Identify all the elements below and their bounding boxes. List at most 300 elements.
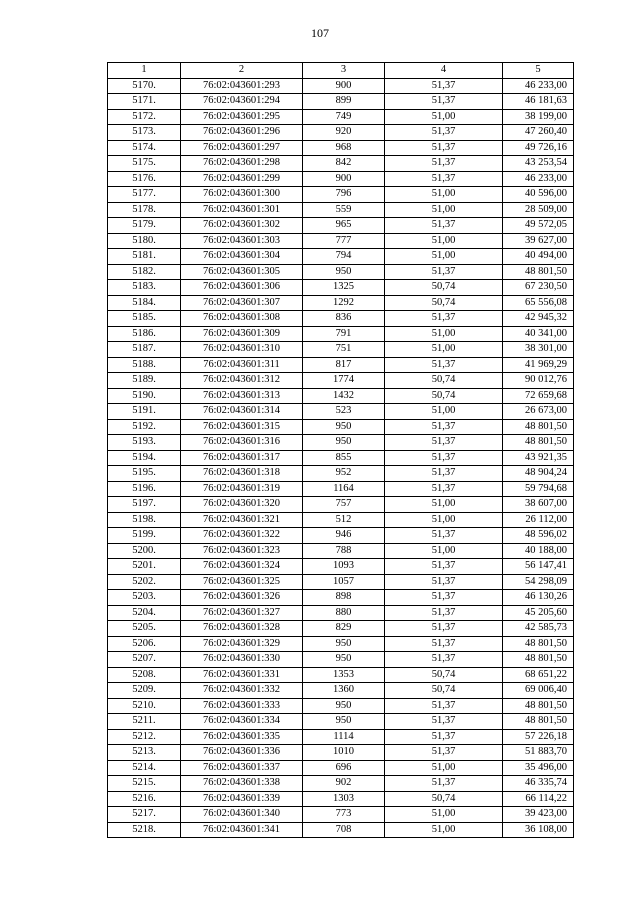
rate-cell: 51,37 xyxy=(385,156,503,172)
table-row xyxy=(108,419,574,435)
amount-cell: 38 301,00 xyxy=(503,342,574,358)
table-row xyxy=(108,714,574,730)
amount-cell: 48 801,50 xyxy=(503,636,574,652)
rate-cell: 51,37 xyxy=(385,776,503,792)
rate-cell: 51,37 xyxy=(385,621,503,637)
amount-cell: 90 012,76 xyxy=(503,373,574,389)
table-row xyxy=(108,404,574,420)
area-cell: 950 xyxy=(303,714,385,730)
cadastral-number-cell: 76:02:043601:338 xyxy=(181,776,303,792)
area-cell: 696 xyxy=(303,760,385,776)
area-cell: 968 xyxy=(303,140,385,156)
cadastral-number-cell: 76:02:043601:306 xyxy=(181,280,303,296)
cadastral-number-cell: 76:02:043601:323 xyxy=(181,543,303,559)
amount-cell: 28 509,00 xyxy=(503,202,574,218)
table-row xyxy=(108,559,574,575)
cadastral-number-cell: 76:02:043601:331 xyxy=(181,667,303,683)
table-row xyxy=(108,171,574,187)
area-cell: 829 xyxy=(303,621,385,637)
amount-cell: 38 199,00 xyxy=(503,109,574,125)
area-cell: 1164 xyxy=(303,481,385,497)
row-number-cell: 5173. xyxy=(108,125,181,141)
amount-cell: 39 627,00 xyxy=(503,233,574,249)
rate-cell: 51,37 xyxy=(385,94,503,110)
rate-cell: 51,00 xyxy=(385,543,503,559)
area-cell: 946 xyxy=(303,528,385,544)
cadastral-number-cell: 76:02:043601:321 xyxy=(181,512,303,528)
rate-cell: 51,37 xyxy=(385,450,503,466)
row-number-cell: 5208. xyxy=(108,667,181,683)
amount-cell: 36 108,00 xyxy=(503,822,574,838)
table-row xyxy=(108,497,574,513)
table-row xyxy=(108,373,574,389)
amount-cell: 48 904,24 xyxy=(503,466,574,482)
cadastral-number-cell: 76:02:043601:337 xyxy=(181,760,303,776)
rate-cell: 51,00 xyxy=(385,342,503,358)
area-cell: 757 xyxy=(303,497,385,513)
amount-cell: 57 226,18 xyxy=(503,729,574,745)
row-number-cell: 5210. xyxy=(108,698,181,714)
table-row xyxy=(108,590,574,606)
rate-cell: 51,37 xyxy=(385,528,503,544)
area-cell: 950 xyxy=(303,264,385,280)
cadastral-number-cell: 76:02:043601:322 xyxy=(181,528,303,544)
rate-cell: 51,00 xyxy=(385,760,503,776)
area-cell: 794 xyxy=(303,249,385,265)
amount-cell: 42 585,73 xyxy=(503,621,574,637)
table-row xyxy=(108,698,574,714)
area-cell: 749 xyxy=(303,109,385,125)
rate-cell: 51,37 xyxy=(385,125,503,141)
rate-cell: 51,37 xyxy=(385,481,503,497)
amount-cell: 48 801,50 xyxy=(503,698,574,714)
cadastral-number-cell: 76:02:043601:311 xyxy=(181,357,303,373)
column-header-3: 3 xyxy=(303,63,385,79)
area-cell: 1325 xyxy=(303,280,385,296)
rate-cell: 51,00 xyxy=(385,202,503,218)
rate-cell: 51,37 xyxy=(385,264,503,280)
table-row xyxy=(108,94,574,110)
amount-cell: 56 147,41 xyxy=(503,559,574,575)
row-number-cell: 5174. xyxy=(108,140,181,156)
table-row xyxy=(108,807,574,823)
rate-cell: 51,37 xyxy=(385,435,503,451)
amount-cell: 40 596,00 xyxy=(503,187,574,203)
cadastral-number-cell: 76:02:043601:298 xyxy=(181,156,303,172)
amount-cell: 26 673,00 xyxy=(503,404,574,420)
rate-cell: 51,37 xyxy=(385,652,503,668)
table-row xyxy=(108,280,574,296)
amount-cell: 68 651,22 xyxy=(503,667,574,683)
area-cell: 1093 xyxy=(303,559,385,575)
table-row xyxy=(108,528,574,544)
area-cell: 836 xyxy=(303,311,385,327)
row-number-cell: 5215. xyxy=(108,776,181,792)
area-cell: 817 xyxy=(303,357,385,373)
cadastral-number-cell: 76:02:043601:332 xyxy=(181,683,303,699)
amount-cell: 39 423,00 xyxy=(503,807,574,823)
row-number-cell: 5191. xyxy=(108,404,181,420)
rate-cell: 51,37 xyxy=(385,357,503,373)
column-header-5: 5 xyxy=(503,63,574,79)
table-row xyxy=(108,125,574,141)
area-cell: 950 xyxy=(303,435,385,451)
area-cell: 965 xyxy=(303,218,385,234)
table-row xyxy=(108,481,574,497)
cadastral-number-cell: 76:02:043601:300 xyxy=(181,187,303,203)
amount-cell: 54 298,09 xyxy=(503,574,574,590)
cadastral-number-cell: 76:02:043601:314 xyxy=(181,404,303,420)
row-number-cell: 5217. xyxy=(108,807,181,823)
row-number-cell: 5192. xyxy=(108,419,181,435)
row-number-cell: 5211. xyxy=(108,714,181,730)
amount-cell: 48 801,50 xyxy=(503,419,574,435)
cadastral-number-cell: 76:02:043601:335 xyxy=(181,729,303,745)
row-number-cell: 5185. xyxy=(108,311,181,327)
area-cell: 796 xyxy=(303,187,385,203)
rate-cell: 51,00 xyxy=(385,404,503,420)
amount-cell: 47 260,40 xyxy=(503,125,574,141)
cadastral-number-cell: 76:02:043601:303 xyxy=(181,233,303,249)
amount-cell: 69 006,40 xyxy=(503,683,574,699)
table-row xyxy=(108,218,574,234)
area-cell: 559 xyxy=(303,202,385,218)
table-row xyxy=(108,574,574,590)
rate-cell: 51,37 xyxy=(385,745,503,761)
area-cell: 1057 xyxy=(303,574,385,590)
area-cell: 1010 xyxy=(303,745,385,761)
amount-cell: 49 572,05 xyxy=(503,218,574,234)
cadastral-number-cell: 76:02:043601:336 xyxy=(181,745,303,761)
row-number-cell: 5204. xyxy=(108,605,181,621)
area-cell: 950 xyxy=(303,652,385,668)
table-row xyxy=(108,233,574,249)
table-row xyxy=(108,264,574,280)
cadastral-number-cell: 76:02:043601:324 xyxy=(181,559,303,575)
table-row xyxy=(108,311,574,327)
rate-cell: 50,74 xyxy=(385,373,503,389)
row-number-cell: 5178. xyxy=(108,202,181,218)
table-row xyxy=(108,326,574,342)
area-cell: 523 xyxy=(303,404,385,420)
area-cell: 902 xyxy=(303,776,385,792)
cadastral-number-cell: 76:02:043601:317 xyxy=(181,450,303,466)
table-row xyxy=(108,109,574,125)
area-cell: 900 xyxy=(303,78,385,94)
row-number-cell: 5198. xyxy=(108,512,181,528)
row-number-cell: 5171. xyxy=(108,94,181,110)
rate-cell: 51,37 xyxy=(385,590,503,606)
area-cell: 952 xyxy=(303,466,385,482)
row-number-cell: 5183. xyxy=(108,280,181,296)
cadastral-number-cell: 76:02:043601:293 xyxy=(181,78,303,94)
row-number-cell: 5176. xyxy=(108,171,181,187)
area-cell: 708 xyxy=(303,822,385,838)
amount-cell: 48 801,50 xyxy=(503,435,574,451)
rate-cell: 51,00 xyxy=(385,109,503,125)
table-row xyxy=(108,543,574,559)
row-number-cell: 5180. xyxy=(108,233,181,249)
cadastral-number-cell: 76:02:043601:329 xyxy=(181,636,303,652)
cadastral-number-cell: 76:02:043601:328 xyxy=(181,621,303,637)
row-number-cell: 5201. xyxy=(108,559,181,575)
area-cell: 773 xyxy=(303,807,385,823)
cadastral-number-cell: 76:02:043601:320 xyxy=(181,497,303,513)
row-number-cell: 5195. xyxy=(108,466,181,482)
row-number-cell: 5197. xyxy=(108,497,181,513)
row-number-cell: 5179. xyxy=(108,218,181,234)
amount-cell: 46 130,26 xyxy=(503,590,574,606)
cadastral-number-cell: 76:02:043601:325 xyxy=(181,574,303,590)
row-number-cell: 5175. xyxy=(108,156,181,172)
row-number-cell: 5214. xyxy=(108,760,181,776)
row-number-cell: 5194. xyxy=(108,450,181,466)
table-row xyxy=(108,791,574,807)
cadastral-number-cell: 76:02:043601:334 xyxy=(181,714,303,730)
cadastral-number-cell: 76:02:043601:294 xyxy=(181,94,303,110)
rate-cell: 50,74 xyxy=(385,667,503,683)
table-row xyxy=(108,776,574,792)
area-cell: 1292 xyxy=(303,295,385,311)
amount-cell: 41 969,29 xyxy=(503,357,574,373)
table-row xyxy=(108,295,574,311)
table-body xyxy=(108,78,574,838)
amount-cell: 40 494,00 xyxy=(503,249,574,265)
cadastral-number-cell: 76:02:043601:313 xyxy=(181,388,303,404)
area-cell: 1432 xyxy=(303,388,385,404)
data-table xyxy=(107,62,574,838)
cadastral-number-cell: 76:02:043601:316 xyxy=(181,435,303,451)
cadastral-number-cell: 76:02:043601:296 xyxy=(181,125,303,141)
cadastral-number-cell: 76:02:043601:319 xyxy=(181,481,303,497)
cadastral-number-cell: 76:02:043601:297 xyxy=(181,140,303,156)
rate-cell: 51,37 xyxy=(385,698,503,714)
area-cell: 920 xyxy=(303,125,385,141)
amount-cell: 48 801,50 xyxy=(503,714,574,730)
row-number-cell: 5193. xyxy=(108,435,181,451)
amount-cell: 45 205,60 xyxy=(503,605,574,621)
row-number-cell: 5170. xyxy=(108,78,181,94)
rate-cell: 51,37 xyxy=(385,574,503,590)
area-cell: 950 xyxy=(303,419,385,435)
row-number-cell: 5186. xyxy=(108,326,181,342)
table-row xyxy=(108,822,574,838)
amount-cell: 42 945,32 xyxy=(503,311,574,327)
rate-cell: 51,37 xyxy=(385,636,503,652)
row-number-cell: 5190. xyxy=(108,388,181,404)
area-cell: 512 xyxy=(303,512,385,528)
rate-cell: 51,37 xyxy=(385,605,503,621)
area-cell: 1303 xyxy=(303,791,385,807)
column-header-1: 1 xyxy=(108,63,181,79)
table-row xyxy=(108,249,574,265)
amount-cell: 40 341,00 xyxy=(503,326,574,342)
table-row xyxy=(108,342,574,358)
rate-cell: 51,00 xyxy=(385,497,503,513)
row-number-cell: 5216. xyxy=(108,791,181,807)
row-number-cell: 5213. xyxy=(108,745,181,761)
table-row xyxy=(108,450,574,466)
cadastral-number-cell: 76:02:043601:302 xyxy=(181,218,303,234)
rate-cell: 51,37 xyxy=(385,466,503,482)
table-row xyxy=(108,652,574,668)
table-row xyxy=(108,760,574,776)
row-number-cell: 5196. xyxy=(108,481,181,497)
row-number-cell: 5177. xyxy=(108,187,181,203)
table-row xyxy=(108,636,574,652)
rate-cell: 51,00 xyxy=(385,187,503,203)
table-row xyxy=(108,435,574,451)
row-number-cell: 5187. xyxy=(108,342,181,358)
row-number-cell: 5207. xyxy=(108,652,181,668)
row-number-cell: 5212. xyxy=(108,729,181,745)
cadastral-number-cell: 76:02:043601:310 xyxy=(181,342,303,358)
amount-cell: 46 233,00 xyxy=(503,171,574,187)
area-cell: 842 xyxy=(303,156,385,172)
table-row xyxy=(108,156,574,172)
table-row xyxy=(108,466,574,482)
table-row xyxy=(108,605,574,621)
rate-cell: 51,37 xyxy=(385,729,503,745)
amount-cell: 48 596,02 xyxy=(503,528,574,544)
cadastral-number-cell: 76:02:043601:341 xyxy=(181,822,303,838)
amount-cell: 49 726,16 xyxy=(503,140,574,156)
amount-cell: 26 112,00 xyxy=(503,512,574,528)
amount-cell: 48 801,50 xyxy=(503,264,574,280)
amount-cell: 67 230,50 xyxy=(503,280,574,296)
page-number: 107 xyxy=(311,26,329,40)
table-row xyxy=(108,78,574,94)
row-number-cell: 5189. xyxy=(108,373,181,389)
amount-cell: 66 114,22 xyxy=(503,791,574,807)
rate-cell: 50,74 xyxy=(385,791,503,807)
rate-cell: 51,00 xyxy=(385,326,503,342)
rate-cell: 51,37 xyxy=(385,714,503,730)
table-row xyxy=(108,683,574,699)
table-row xyxy=(108,357,574,373)
amount-cell: 43 921,35 xyxy=(503,450,574,466)
area-cell: 898 xyxy=(303,590,385,606)
row-number-cell: 5199. xyxy=(108,528,181,544)
row-number-cell: 5218. xyxy=(108,822,181,838)
cadastral-number-cell: 76:02:043601:309 xyxy=(181,326,303,342)
area-cell: 791 xyxy=(303,326,385,342)
cadastral-number-cell: 76:02:043601:301 xyxy=(181,202,303,218)
table-row xyxy=(108,621,574,637)
area-cell: 880 xyxy=(303,605,385,621)
area-cell: 899 xyxy=(303,94,385,110)
amount-cell: 38 607,00 xyxy=(503,497,574,513)
cadastral-number-cell: 76:02:043601:333 xyxy=(181,698,303,714)
rate-cell: 50,74 xyxy=(385,295,503,311)
cadastral-number-cell: 76:02:043601:339 xyxy=(181,791,303,807)
cadastral-number-cell: 76:02:043601:340 xyxy=(181,807,303,823)
rate-cell: 51,37 xyxy=(385,311,503,327)
table-row xyxy=(108,729,574,745)
cadastral-number-cell: 76:02:043601:308 xyxy=(181,311,303,327)
table-row xyxy=(108,187,574,203)
rate-cell: 51,00 xyxy=(385,822,503,838)
area-cell: 1353 xyxy=(303,667,385,683)
rate-cell: 51,00 xyxy=(385,249,503,265)
rate-cell: 51,00 xyxy=(385,807,503,823)
cadastral-number-cell: 76:02:043601:326 xyxy=(181,590,303,606)
amount-cell: 40 188,00 xyxy=(503,543,574,559)
table-row xyxy=(108,667,574,683)
amount-cell: 35 496,00 xyxy=(503,760,574,776)
rate-cell: 51,37 xyxy=(385,218,503,234)
amount-cell: 72 659,68 xyxy=(503,388,574,404)
amount-cell: 48 801,50 xyxy=(503,652,574,668)
cadastral-number-cell: 76:02:043601:318 xyxy=(181,466,303,482)
rate-cell: 50,74 xyxy=(385,683,503,699)
area-cell: 900 xyxy=(303,171,385,187)
cadastral-number-cell: 76:02:043601:330 xyxy=(181,652,303,668)
cadastral-number-cell: 76:02:043601:295 xyxy=(181,109,303,125)
area-cell: 1360 xyxy=(303,683,385,699)
cadastral-number-cell: 76:02:043601:307 xyxy=(181,295,303,311)
table-row xyxy=(108,745,574,761)
rate-cell: 51,37 xyxy=(385,171,503,187)
area-cell: 950 xyxy=(303,636,385,652)
amount-cell: 43 253,54 xyxy=(503,156,574,172)
area-cell: 751 xyxy=(303,342,385,358)
row-number-cell: 5203. xyxy=(108,590,181,606)
row-number-cell: 5205. xyxy=(108,621,181,637)
area-cell: 950 xyxy=(303,698,385,714)
row-number-cell: 5181. xyxy=(108,249,181,265)
amount-cell: 46 181,63 xyxy=(503,94,574,110)
area-cell: 788 xyxy=(303,543,385,559)
row-number-cell: 5200. xyxy=(108,543,181,559)
area-cell: 1114 xyxy=(303,729,385,745)
column-header-4: 4 xyxy=(385,63,503,79)
row-number-cell: 5202. xyxy=(108,574,181,590)
rate-cell: 50,74 xyxy=(385,280,503,296)
area-cell: 1774 xyxy=(303,373,385,389)
rate-cell: 51,37 xyxy=(385,140,503,156)
amount-cell: 59 794,68 xyxy=(503,481,574,497)
row-number-cell: 5172. xyxy=(108,109,181,125)
row-number-cell: 5209. xyxy=(108,683,181,699)
cadastral-number-cell: 76:02:043601:299 xyxy=(181,171,303,187)
row-number-cell: 5206. xyxy=(108,636,181,652)
rate-cell: 51,37 xyxy=(385,559,503,575)
amount-cell: 65 556,08 xyxy=(503,295,574,311)
rate-cell: 51,37 xyxy=(385,419,503,435)
column-header-2: 2 xyxy=(181,63,303,79)
amount-cell: 51 883,70 xyxy=(503,745,574,761)
amount-cell: 46 233,00 xyxy=(503,78,574,94)
area-cell: 777 xyxy=(303,233,385,249)
rate-cell: 51,37 xyxy=(385,78,503,94)
area-cell: 855 xyxy=(303,450,385,466)
rate-cell: 51,00 xyxy=(385,233,503,249)
table-row xyxy=(108,512,574,528)
cadastral-number-cell: 76:02:043601:304 xyxy=(181,249,303,265)
row-number-cell: 5182. xyxy=(108,264,181,280)
rate-cell: 51,00 xyxy=(385,512,503,528)
rate-cell: 50,74 xyxy=(385,388,503,404)
table-row xyxy=(108,140,574,156)
cadastral-number-cell: 76:02:043601:327 xyxy=(181,605,303,621)
table-row xyxy=(108,202,574,218)
table-header-row xyxy=(108,63,574,79)
cadastral-number-cell: 76:02:043601:315 xyxy=(181,419,303,435)
amount-cell: 46 335,74 xyxy=(503,776,574,792)
cadastral-number-cell: 76:02:043601:312 xyxy=(181,373,303,389)
row-number-cell: 5188. xyxy=(108,357,181,373)
